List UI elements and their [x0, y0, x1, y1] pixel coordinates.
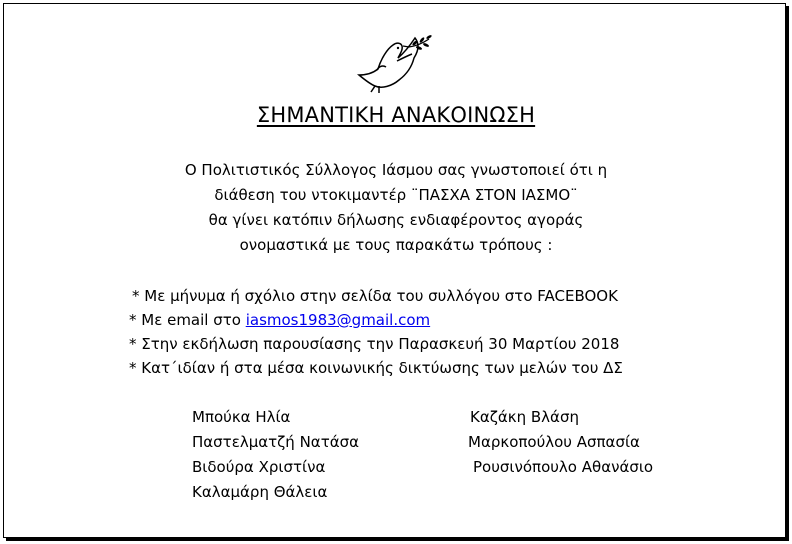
bullet-facebook: * Με μήνυμα ή σχόλιο στην σελίδα του συλλόγου στο FACEBOOK — [132, 287, 618, 305]
contact-methods-list — [129, 284, 623, 380]
member-name: Καζάκη Βλάση — [470, 408, 579, 426]
bullet-email-prefix: * Με email στο — [129, 311, 241, 329]
intro-line: ονομαστικά με τους παρακάτω τρόπους : — [239, 236, 553, 254]
member-name: Μαρκοπούλου Ασπασία — [468, 433, 640, 451]
bullet-personal: * Κατ΄ιδίαν ή στα μέσα κοινωνικής δικτύωσης των μελών του ΔΣ — [129, 359, 623, 377]
dove-icon — [357, 34, 445, 94]
notice-title: ΣΗΜΑΝΤΙΚΗ ΑΝΑΚΟΙΝΩΣΗ — [256, 103, 536, 127]
intro-line: Ο Πολιτιστικός Σύλλογος Ιάσμου σας γνωστοποιεί ότι η — [184, 161, 608, 179]
bullet-email — [129, 308, 623, 332]
member-name: Βιδούρα Χριστίνα — [192, 458, 326, 476]
intro-line: διάθεση του ντοκιμαντέρ ¨ΠΑΣΧΑ ΣΤΟΝ ΙΑΣΜΟ¨ — [214, 186, 578, 204]
member-name: Καλαμάρη Θάλεια — [192, 483, 328, 501]
email-link[interactable]: iasmos1983@gmail.com — [245, 311, 431, 329]
member-name: Μπούκα Ηλία — [192, 408, 291, 426]
member-name: Ρουσινόπουλο Αθανάσιο — [473, 458, 654, 476]
intro-line: θα γίνει κατόπιν δήλωσης ενδιαφέροντος αγοράς — [208, 211, 584, 229]
bullet-event: * Στην εκδήλωση παρουσίασης την Παρασκευή 30 Μαρτίου 2018 — [129, 335, 620, 353]
member-name: Παστελματζή Νατάσα — [192, 433, 360, 451]
intro-paragraph — [0, 158, 792, 258]
